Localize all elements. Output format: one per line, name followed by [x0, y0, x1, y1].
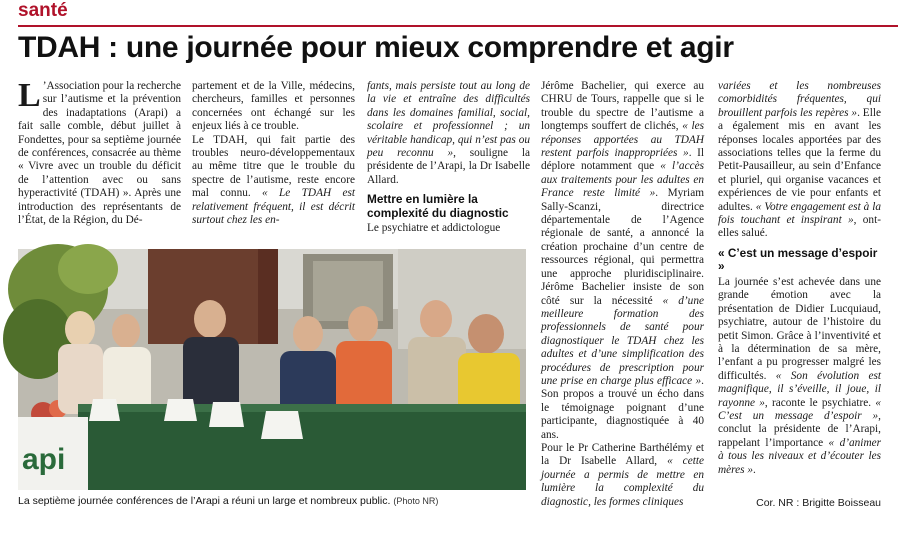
paragraph-text: Jérôme Bachelier, qui exerce au CHRU de Tours, rappelle que si le trouble du spectre de l’autisme a longtemps souffert de clichés,	[541, 80, 704, 133]
paragraph-text: . Myriam Sally-Scanzi, directrice départementale de l’Agence régionale de santé, a annoncé la création prochaine d’un centre de ressources régional, qui permettra une approche pluridisciplinaire. Jérôme Bachelier insiste de son côté sur la nécessité	[541, 187, 704, 307]
lead-text: ’Association pour la recherche sur l’autisme et la prévention des inadaptations (Arapi) a fait salle comble, début juillet à Fondettes, pour sa septième journée de conférences, consacrée au thème « Vivre avec un trouble du déficit de l’attention avec ou sans hyperactivité (TDAH) ». Après une introduction des représentants de l’État, de la Région, du Dé-	[18, 80, 182, 227]
paragraph-text: . Son propos a trouvé un écho dans le témoignage poignant d’une participante, diagnostiquée à 40 ans.	[541, 374, 704, 441]
paragraph-text: , conclut la présidente de l’Arapi, rappelant l’importance	[718, 409, 881, 449]
headline: TDAH : une journée pour mieux comprendre et agir	[18, 31, 734, 64]
quote: « Votre engagement est à la fois touchant et inspirant »	[718, 200, 881, 227]
quote: fants, mais persiste tout au long de la vie et entraîne des difficultés dans les domaines familial, social, scolaire et professionnel ; un véritable handicap, qui n’est pas ou peu reconnu »	[367, 80, 530, 160]
paragraph	[718, 80, 881, 241]
paragraph-text: .	[753, 463, 756, 476]
paragraph	[541, 80, 704, 442]
column-3	[367, 80, 530, 245]
photo-credit: (Photo NR)	[393, 496, 439, 506]
paragraph	[192, 134, 355, 228]
column-1	[18, 77, 182, 245]
paragraph: partement et de la Ville, médecins, chercheurs, familles et personnes concernées ont échangé sur les enjeux liés à ce trouble.	[192, 80, 355, 133]
quote: « l’accès aux traitements pour les adultes en France reste limité »	[541, 160, 705, 200]
quote: « d’une meilleure formation des professionnels de santé pour diagnostiquer le TDAH chez les adultes et d’une simplification des procédures de prescription pour une prise en charge plus efficace »	[541, 294, 704, 387]
quote: « d’animer à tous les niveaux et d’écouter les mères »	[718, 436, 882, 476]
paragraph-text: . Elle a également mis en avant les réponses locales apportées par des associations telles que la ferme du Petit-Pausailleur, au sein d’Enfance et pluriel, qui organise vacances et expériences de vie pour enfants et adultes.	[718, 106, 881, 213]
banner-logo-text: api	[22, 443, 66, 476]
section-rubric: santé	[18, 0, 68, 21]
caption-text: La septième journée conférences de l’Arapi a réuni un large et nombreux public.	[18, 495, 391, 507]
quote: « Son évolution est magnifique, il s’éveille, il joue, il rayonne »	[718, 369, 882, 409]
author-credit: Cor. NR : Brigitte Boisseau	[756, 497, 881, 509]
quote: « cette journée a permis de mettre en lumière la complexité du diagnostic, les formes cliniques	[541, 455, 704, 508]
quote: « les réponses apportées au TDAH restent parfois inappropriées »	[541, 120, 704, 160]
paragraph-text: , raconte le psychiatre.	[764, 396, 876, 409]
subheading: « C’est un message d’espoir »	[718, 245, 878, 274]
conference-photo-illustration	[18, 249, 526, 490]
lead-paragraph	[18, 77, 182, 227]
paragraph-text: La journée s’est achevée dans une grande émotion avec la présentation de Didier Lucquiaud, psychiatre, autour de l’histoire du petit Simon. Grâce à l’inventivité et à la détermination de sa mère, l’enfant a pu progresser malgré les difficultés.	[718, 275, 881, 382]
paragraph-text: , ont-elles salué.	[718, 214, 881, 240]
rubric-rule	[18, 25, 898, 27]
column-5	[718, 80, 881, 500]
quote: variées et les nombreuses comorbidités fréquentes, qui brouillent parfois les repères »	[718, 80, 881, 119]
quote: « C’est un message d’espoir »	[718, 396, 882, 422]
paragraph: Le psychiatre et addictologue	[367, 222, 501, 235]
column-4	[541, 80, 705, 508]
paragraph	[367, 80, 530, 187]
paragraph	[718, 276, 881, 477]
quote: « Le TDAH est relativement fréquent, il est décrit surtout chez les en-	[192, 187, 355, 227]
subheading: Mettre en lumière la complexité du diagnostic	[367, 192, 509, 220]
paragraph-text: Le TDAH, qui fait partie des troubles neuro-développementaux au même titre que le trouble du spectre de l’autisme, reste encore mal connu.	[192, 133, 355, 200]
drop-cap: L	[18, 77, 41, 114]
column-2	[192, 80, 355, 245]
conference-photo	[18, 249, 526, 490]
photo-caption	[18, 495, 526, 507]
paragraph-text: Pour le Pr Catherine Barthélémy et la Dr Isabelle Allard,	[541, 441, 704, 468]
paragraph	[541, 442, 704, 509]
paragraph-text: . Il déplore notamment que	[541, 147, 704, 173]
paragraph-text: , souligne la présidente de l’Arapi, la Dr Isabelle Allard.	[367, 147, 530, 186]
